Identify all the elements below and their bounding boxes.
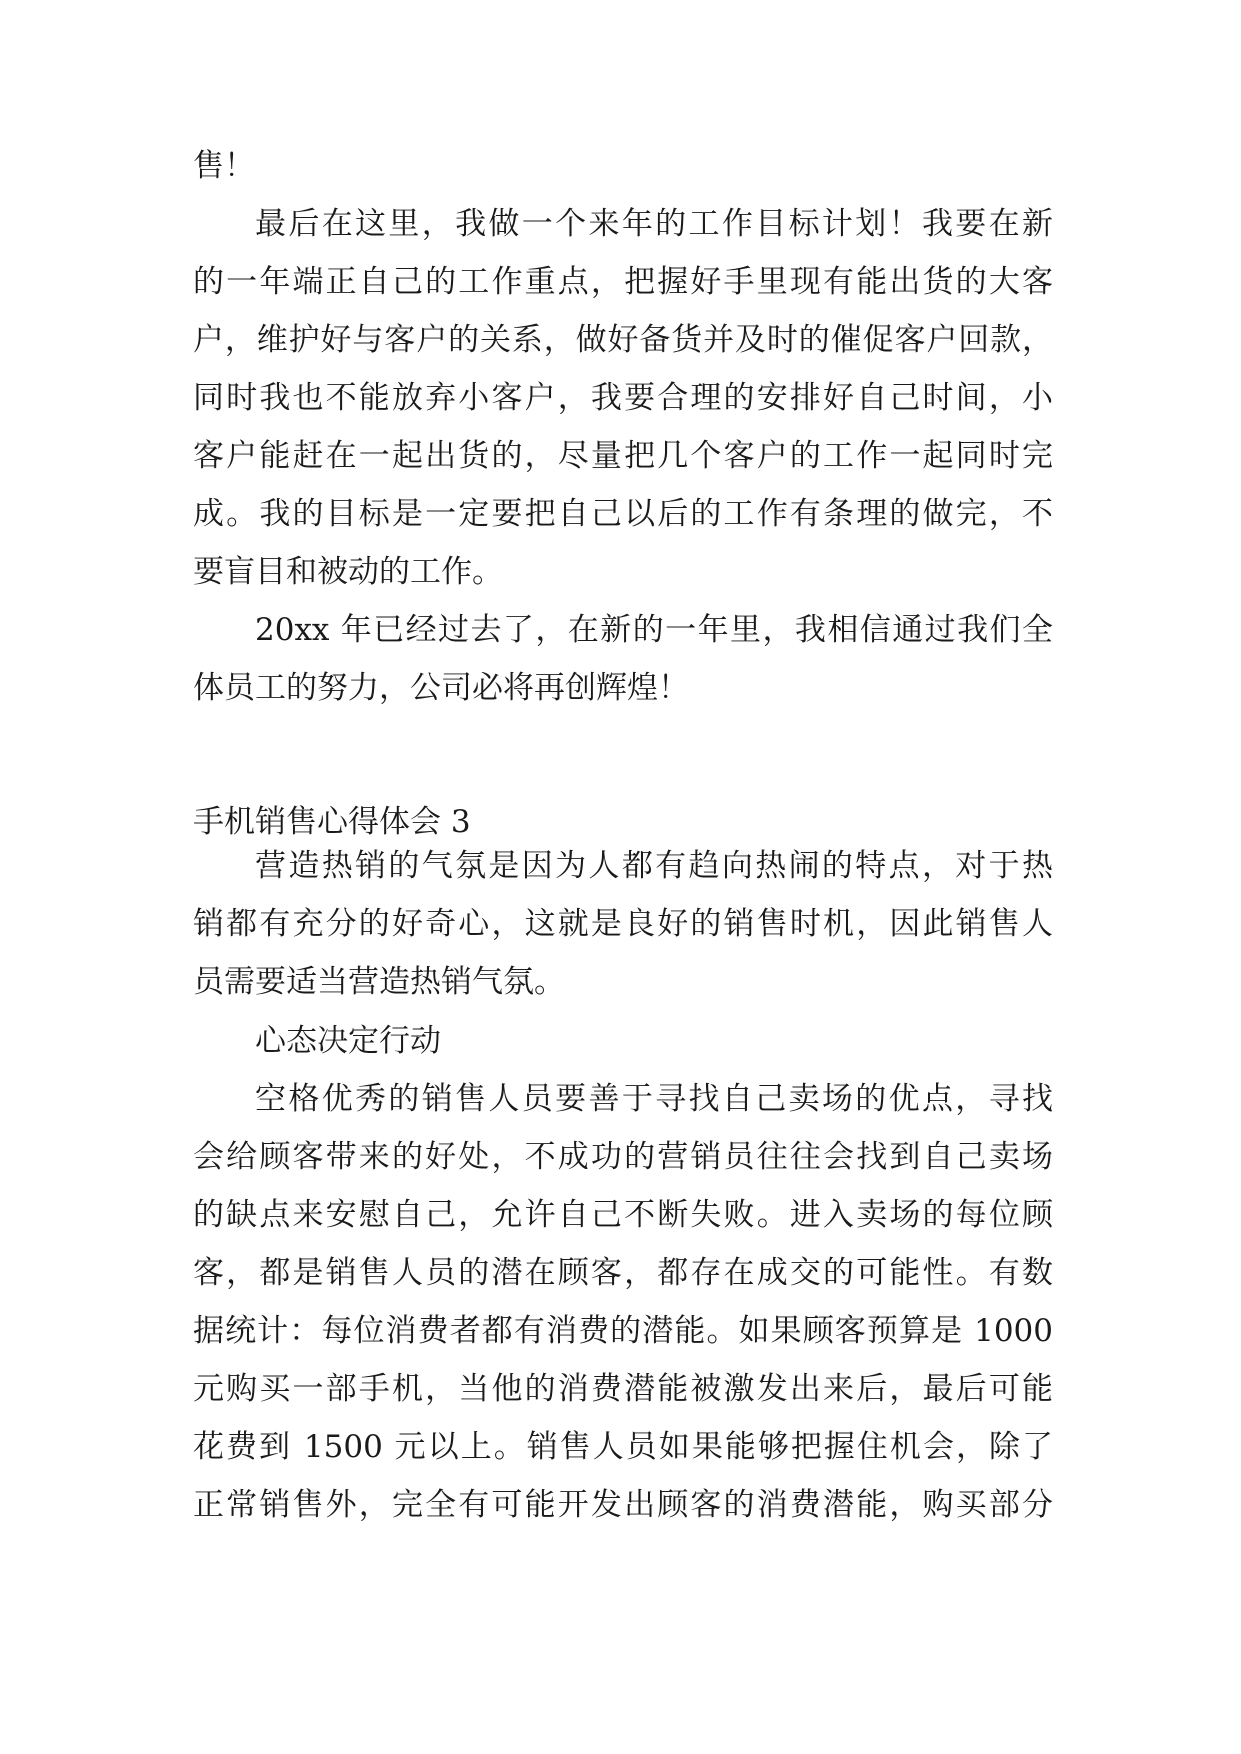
paragraph-hot-sales xyxy=(193,837,1053,1011)
text-line: 同时我也不能放弃小客户，我要合理的安排好自己时间，小 xyxy=(193,380,1053,416)
text-line: 正常销售外，完全有可能开发出顾客的消费潜能，购买部分 xyxy=(193,1487,1053,1523)
text-line: 的缺点来安慰自己，允许自己不断失败。进入卖场的每位顾 xyxy=(193,1197,1053,1233)
paragraph-year-summary xyxy=(193,601,1053,717)
text-line: 员需要适当营造热销气氛。 xyxy=(193,964,565,1000)
paragraph-fragment xyxy=(193,137,1053,195)
text-line: 20xx 年已经过去了，在新的一年里，我相信通过我们全 xyxy=(255,612,1053,648)
text-line: 的一年端正自己的工作重点，把握好手里现有能出货的大客 xyxy=(193,264,1053,300)
text-line: 元购买一部手机，当他的消费潜能被激发出来后，最后可能 xyxy=(193,1371,1053,1407)
text-line: 客，都是销售人员的潜在顾客，都存在成交的可能性。有数 xyxy=(193,1255,1053,1291)
text-line: 最后在这里，我做一个来年的工作目标计划！我要在新 xyxy=(255,206,1053,242)
text-line: 户，维护好与客户的关系，做好备货并及时的催促客户回款， xyxy=(193,322,1053,358)
text-line: 售！ xyxy=(193,148,255,184)
text-line: 心态决定行动 xyxy=(255,1023,441,1059)
section-heading: 手机销售心得体会 3 xyxy=(193,804,471,840)
paragraph-sales-staff xyxy=(193,1070,1053,1534)
text-line: 空格优秀的销售人员要善于寻找自己卖场的优点，寻找 xyxy=(255,1081,1053,1117)
text-line: 体员工的努力，公司必将再创辉煌！ xyxy=(193,670,689,706)
text-line: 花费到 1500 元以上。销售人员如果能够把握住机会，除了 xyxy=(193,1429,1053,1465)
paragraph-work-goals xyxy=(193,195,1053,601)
text-line: 营造热销的气氛是因为人都有趋向热闹的特点，对于热 xyxy=(255,848,1053,884)
subheading-mindset xyxy=(193,1012,1053,1070)
text-line: 成。我的目标是一定要把自己以后的工作有条理的做完，不 xyxy=(193,496,1053,532)
text-line: 要盲目和被动的工作。 xyxy=(193,554,503,590)
text-line: 客户能赶在一起出货的，尽量把几个客户的工作一起同时完 xyxy=(193,438,1053,474)
text-line: 销都有充分的好奇心，这就是良好的销售时机，因此销售人 xyxy=(193,906,1053,942)
text-line: 据统计：每位消费者都有消费的潜能。如果顾客预算是 1000 xyxy=(193,1313,1053,1349)
text-line: 会给顾客带来的好处，不成功的营销员往往会找到自己卖场 xyxy=(193,1139,1053,1175)
